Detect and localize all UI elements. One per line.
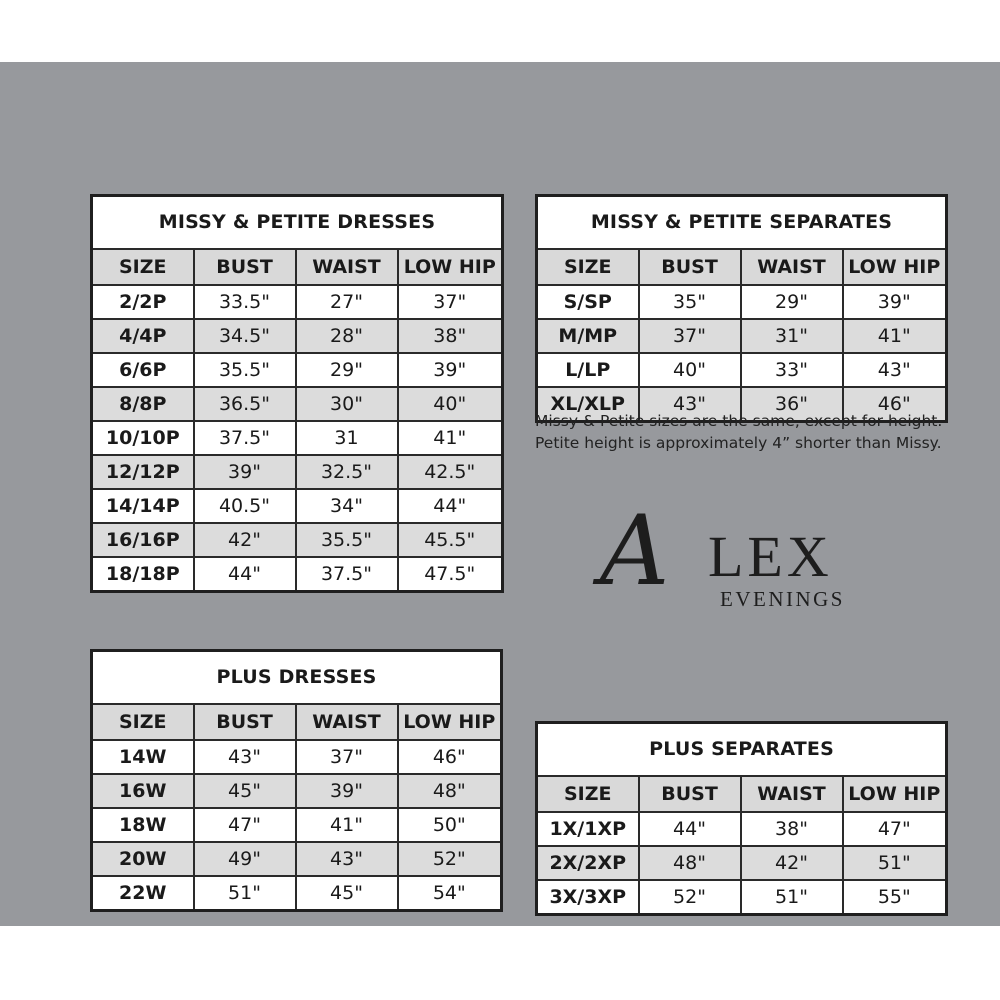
cell-bust: 44" — [194, 557, 296, 592]
cell-size: 22W — [92, 876, 194, 911]
table-row — [92, 808, 502, 842]
cell-waist: 30" — [296, 387, 398, 421]
column-header-low-hip: LOW HIP — [843, 249, 947, 285]
cell-waist: 29" — [741, 285, 843, 319]
cell-size: 2X/2XP — [537, 846, 639, 880]
cell-waist: 39" — [296, 774, 398, 808]
column-header-bust: BUST — [639, 249, 741, 285]
cell-bust: 52" — [639, 880, 741, 915]
cell-low-hip: 55" — [843, 880, 947, 915]
cell-bust: 40.5" — [194, 489, 296, 523]
cell-size: 16/16P — [92, 523, 194, 557]
cell-waist: 45" — [296, 876, 398, 911]
cell-bust: 43" — [639, 387, 741, 422]
cell-low-hip: 50" — [398, 808, 502, 842]
cell-bust: 45" — [194, 774, 296, 808]
column-header-bust: BUST — [194, 704, 296, 740]
column-header-bust: BUST — [194, 249, 296, 285]
cell-low-hip: 46" — [398, 740, 502, 774]
cell-low-hip: 39" — [398, 353, 503, 387]
column-header-bust: BUST — [639, 776, 741, 812]
cell-waist: 43" — [296, 842, 398, 876]
column-header-size: SIZE — [92, 249, 194, 285]
cell-low-hip: 45.5" — [398, 523, 503, 557]
cell-size: 10/10P — [92, 421, 194, 455]
cell-size: S/SP — [537, 285, 639, 319]
cell-size: 18W — [92, 808, 194, 842]
cell-waist: 35.5" — [296, 523, 398, 557]
column-header-waist: WAIST — [741, 776, 843, 812]
table-title: PLUS SEPARATES — [537, 723, 947, 777]
cell-waist: 37" — [296, 740, 398, 774]
cell-bust: 49" — [194, 842, 296, 876]
cell-waist: 28" — [296, 319, 398, 353]
cell-low-hip: 43" — [843, 353, 947, 387]
column-header-waist: WAIST — [296, 704, 398, 740]
cell-size: 20W — [92, 842, 194, 876]
cell-bust: 51" — [194, 876, 296, 911]
table-row — [92, 489, 503, 523]
size-chart-panel — [0, 62, 1000, 926]
cell-size: XL/XLP — [537, 387, 639, 422]
cell-waist: 37.5" — [296, 557, 398, 592]
cell-bust: 42" — [194, 523, 296, 557]
cell-bust: 34.5" — [194, 319, 296, 353]
table-row — [92, 740, 502, 774]
cell-low-hip: 48" — [398, 774, 502, 808]
cell-waist: 38" — [741, 812, 843, 846]
cell-low-hip: 54" — [398, 876, 502, 911]
cell-bust: 36.5" — [194, 387, 296, 421]
table-row — [537, 812, 947, 846]
table-row — [92, 774, 502, 808]
cell-waist: 34" — [296, 489, 398, 523]
cell-low-hip: 38" — [398, 319, 503, 353]
cell-low-hip: 51" — [843, 846, 947, 880]
cell-bust: 35.5" — [194, 353, 296, 387]
cell-bust: 39" — [194, 455, 296, 489]
cell-waist: 27" — [296, 285, 398, 319]
table-row — [92, 557, 503, 592]
cell-bust: 37" — [639, 319, 741, 353]
sizing-note-line: Petite height is approximately 4” shorter than Missy. — [535, 434, 942, 452]
logo-wordmark-rest: LEX — [708, 524, 833, 589]
table-row — [92, 876, 502, 911]
cell-size: M/MP — [537, 319, 639, 353]
table-row — [537, 285, 947, 319]
cell-waist: 41" — [296, 808, 398, 842]
table-row — [537, 319, 947, 353]
plus-dresses-table — [90, 649, 503, 912]
alex-evenings-logo — [600, 495, 900, 620]
column-header-low-hip: LOW HIP — [398, 704, 502, 740]
cell-low-hip: 40" — [398, 387, 503, 421]
cell-size: 12/12P — [92, 455, 194, 489]
cell-waist: 31" — [741, 319, 843, 353]
sizing-note-line: Missy & Petite sizes are the same, except for height. — [535, 412, 943, 430]
column-header-low-hip: LOW HIP — [398, 249, 503, 285]
cell-size: 16W — [92, 774, 194, 808]
cell-size: 3X/3XP — [537, 880, 639, 915]
table-title: MISSY & PETITE DRESSES — [92, 196, 503, 250]
plus-separates-table — [535, 721, 948, 916]
cell-low-hip: 41" — [843, 319, 947, 353]
table-row — [92, 353, 503, 387]
cell-low-hip: 41" — [398, 421, 503, 455]
cell-bust: 47" — [194, 808, 296, 842]
table-row — [92, 523, 503, 557]
cell-size: 14/14P — [92, 489, 194, 523]
cell-size: 1X/1XP — [537, 812, 639, 846]
table-row — [537, 846, 947, 880]
table-row — [92, 842, 502, 876]
table-title: PLUS DRESSES — [92, 651, 502, 705]
table-title: MISSY & PETITE SEPARATES — [537, 196, 947, 250]
cell-size: 6/6P — [92, 353, 194, 387]
cell-waist: 33" — [741, 353, 843, 387]
column-header-size: SIZE — [92, 704, 194, 740]
cell-bust: 33.5" — [194, 285, 296, 319]
table-row — [92, 421, 503, 455]
cell-low-hip: 44" — [398, 489, 503, 523]
logo-tagline: EVENINGS — [720, 587, 845, 611]
cell-low-hip: 42.5" — [398, 455, 503, 489]
cell-size: 4/4P — [92, 319, 194, 353]
cell-bust: 43" — [194, 740, 296, 774]
cell-low-hip: 46" — [843, 387, 947, 422]
column-header-size: SIZE — [537, 249, 639, 285]
cell-low-hip: 39" — [843, 285, 947, 319]
column-header-waist: WAIST — [741, 249, 843, 285]
cell-low-hip: 37" — [398, 285, 503, 319]
cell-bust: 40" — [639, 353, 741, 387]
cell-waist: 32.5" — [296, 455, 398, 489]
missy-petite-separates-table — [535, 194, 948, 423]
table-row — [92, 387, 503, 421]
cell-size: 2/2P — [92, 285, 194, 319]
cell-waist: 36" — [741, 387, 843, 422]
cell-waist: 29" — [296, 353, 398, 387]
cell-size: 14W — [92, 740, 194, 774]
missy-petite-dresses-table — [90, 194, 504, 593]
cell-low-hip: 47" — [843, 812, 947, 846]
cell-waist: 42" — [741, 846, 843, 880]
cell-bust: 48" — [639, 846, 741, 880]
logo-wordmark-initial: A — [600, 495, 670, 607]
table-row — [537, 880, 947, 915]
column-header-low-hip: LOW HIP — [843, 776, 947, 812]
cell-size: 8/8P — [92, 387, 194, 421]
table-row — [537, 353, 947, 387]
table-row — [92, 285, 503, 319]
cell-size: 18/18P — [92, 557, 194, 592]
cell-bust: 37.5" — [194, 421, 296, 455]
cell-bust: 44" — [639, 812, 741, 846]
cell-waist: 31 — [296, 421, 398, 455]
table-row — [92, 455, 503, 489]
cell-bust: 35" — [639, 285, 741, 319]
column-header-size: SIZE — [537, 776, 639, 812]
cell-low-hip: 47.5" — [398, 557, 503, 592]
column-header-waist: WAIST — [296, 249, 398, 285]
sizing-note — [535, 410, 975, 454]
cell-low-hip: 52" — [398, 842, 502, 876]
cell-waist: 51" — [741, 880, 843, 915]
cell-size: L/LP — [537, 353, 639, 387]
table-row — [92, 319, 503, 353]
